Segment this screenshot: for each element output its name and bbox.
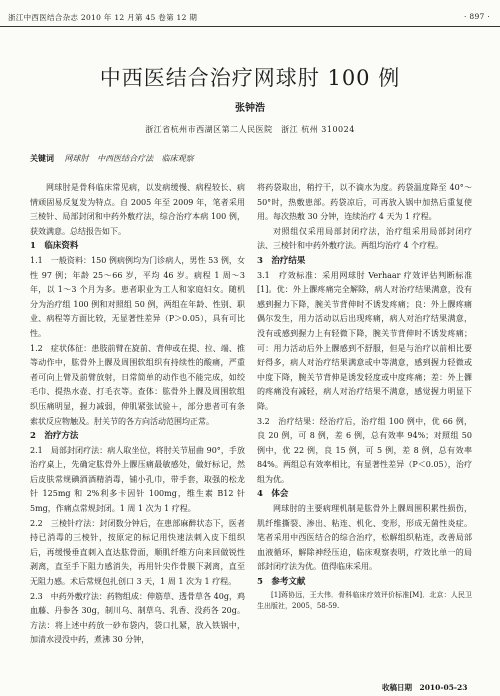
right-column (257, 181, 472, 612)
section-heading: 3 治疗结果 (257, 255, 306, 266)
paragraph: 网球肘的主要病理机制是肱骨外上髁周围积累性损伤，肌纤维撕裂、渗出、粘连、机化、变形，形成无菌性炎症。笔者采用中西医结合的综合治疗，松解组织粘连，改善局部血液循环，解除神经压迫，临床观察表明，疗效比单一的局部封闭疗法为优。值得临床采用。 (257, 504, 472, 572)
paragraph: 2.2 三棱针疗法：封闭数分钟后，在患部麻醉状态下，医者持已消毒的三棱针，按原定的标记用快速法刺入皮下组织后，再缓慢垂直刺入直达肱骨面，顺肌纤维方向来回做锐性剥离，直至手下阻力感消失，再用针尖作骨膜下剥离，直至无阻力感。术后常规包扎创口 3 天，1 周 1 次为 1 疗程。 (30, 518, 245, 587)
affiliation: 浙江省杭州市西湖区第二人民医院 浙江 杭州 310024 (145, 125, 355, 134)
keyword: 临床观察 (161, 154, 194, 163)
section-heading: 2 治疗方法 (30, 431, 79, 442)
paragraph: 1.1 一般资料：150 例病例均为门诊病人，男性 53 例，女性 97 例；年龄 25～66 岁，平均 46 岁。病程 1 周～3 年，以 1～3 个月为多。患者职业为工人和家庭妇女。随机分为治疗组 100 例和对照组 50 例，两组在年龄、性别、职业、病程等方面比较，无显著性差异（P＞0.05），具有可比性。 (30, 255, 245, 338)
paragraph: 3.1 疗效标准：采用网球肘 Verhaar 疗效评估判断标准[1]。优：外上髁疼痛完全解除，病人对治疗结果满意，没有感到握力下降，腕关节背伸时不诱发疼痛；良：外上髁疼痛偶尔发生，用力活动以后出现疼痛，病人对治疗结果满意，没有或感到握力上有轻微下降，腕关节背伸时不诱发疼痛；可：用力活动后外上髁感到不舒服，但是与治疗以前相比要好得多，病人对治疗结果满意或中等满意，感到握力轻微或中度下降，腕关节背伸是诱发轻度或中度疼痛；差：外上髁的疼痛没有减轻，病人对治疗结果不满意，感觉握力明显下降。 (257, 270, 472, 411)
paragraph: 1.2 症状体征：患肢前臂在旋前、背伸或在提、拉、端、推等动作中，肱骨外上髁及周围软组织有持续性的酸痛，严重者可向上臂及前臂放射，日常简单的动作也不能完成，如绞毛巾、提热水壶、打毛衣等。查体：肱骨外上髁及周围软组织压痛明显，握力减弱，伸肌紧张试验＋，部分患者可有条索状反应物触及。肘关节的各方向活动范围均正常。 (30, 343, 245, 426)
keyword: 中西医结合疗法 (97, 154, 154, 163)
paragraph: 将药袋取出，稍拧干，以不滴水为度。药袋温度降至 40°～50°时，热敷患部。药袋凉后，可再放入锅中加热后重复使用。每次热敷 30 分钟，连续治疗 4 天为 1 疗程。 (257, 183, 472, 222)
section-heading: 5 参考文献 (257, 577, 306, 588)
left-column (30, 181, 245, 648)
section-heading: 4 体会 (257, 489, 289, 500)
reference-item: [1]蒋协远，王大伟．骨科临床疗效评价标准[M]．北京：人民卫生出版社，2005，58-59. (257, 590, 472, 610)
running-header (0, 0, 500, 27)
section-heading: 1 临床资料 (30, 241, 79, 252)
paragraph: 3.2 治疗结果：经治疗后，治疗组 100 例中，优 66 例，良 20 例，可 8 例，差 6 例，总有效率 94%；对照组 50 例中，优 22 例，良 15 例，可 5 例，差 8 例，总有效率 84%。两组总有效率相比，有显著性差异（P＜0.05），治疗组为优。 (257, 416, 472, 484)
article-title: 中西医结合治疗网球肘 100 例 (99, 66, 401, 90)
keywords-label: 关键词 (30, 153, 54, 163)
keyword: 网球肘 (64, 154, 89, 163)
journal-info: 浙江中西医结合杂志 2010 年 12 月第 45 卷第 12 期 (8, 13, 198, 22)
paragraph: 对照组仅采用局部封闭疗法，治疗组采用局部封闭疗法、三棱针和中药外敷疗法。两组均治疗 4 个疗程。 (257, 226, 472, 251)
author: 张钟浩 (235, 103, 265, 114)
keywords (30, 153, 200, 164)
paragraph: 2.3 中药外敷疗法：药物组成：伸筋草、透骨草各 40g，鸡血藤、丹参各 30g，制川乌、制草乌、乳香、没药各 20g。方法：将上述中药放一砂布袋内，袋口扎紧，放入铁锅中，加清水浸没中药，煮沸 30 分钟， (30, 591, 245, 645)
intro-paragraph: 网球肘是骨科临床常见病，以发病缓慢、病程较长、病情顽固易反复发为特点。自 2005 年至 2009 年，笔者采用三棱针、局部封闭和中药外敷疗法，综合治疗本病 100 例，获效满意。总结报告如下。 (30, 183, 245, 236)
received-date: 收稿日期 2010-05-23 (382, 683, 468, 692)
page-number: · 897 · (464, 12, 490, 21)
paragraph: 2.1 局部封闭疗法：病人取坐位，将肘关节屈曲 90°，手放治疗桌上，先确定肱骨外上髁压痛最敏感处，做好标记，然后皮肤常规碘酒酒精消毒，铺小孔巾，带手套，取强的松龙针 125mg 和 2%利多卡因针 100mg，维生素 B12 针 5mg，作痛点常规封闭。1 周 1 次为 1 疗程。 (30, 445, 245, 514)
